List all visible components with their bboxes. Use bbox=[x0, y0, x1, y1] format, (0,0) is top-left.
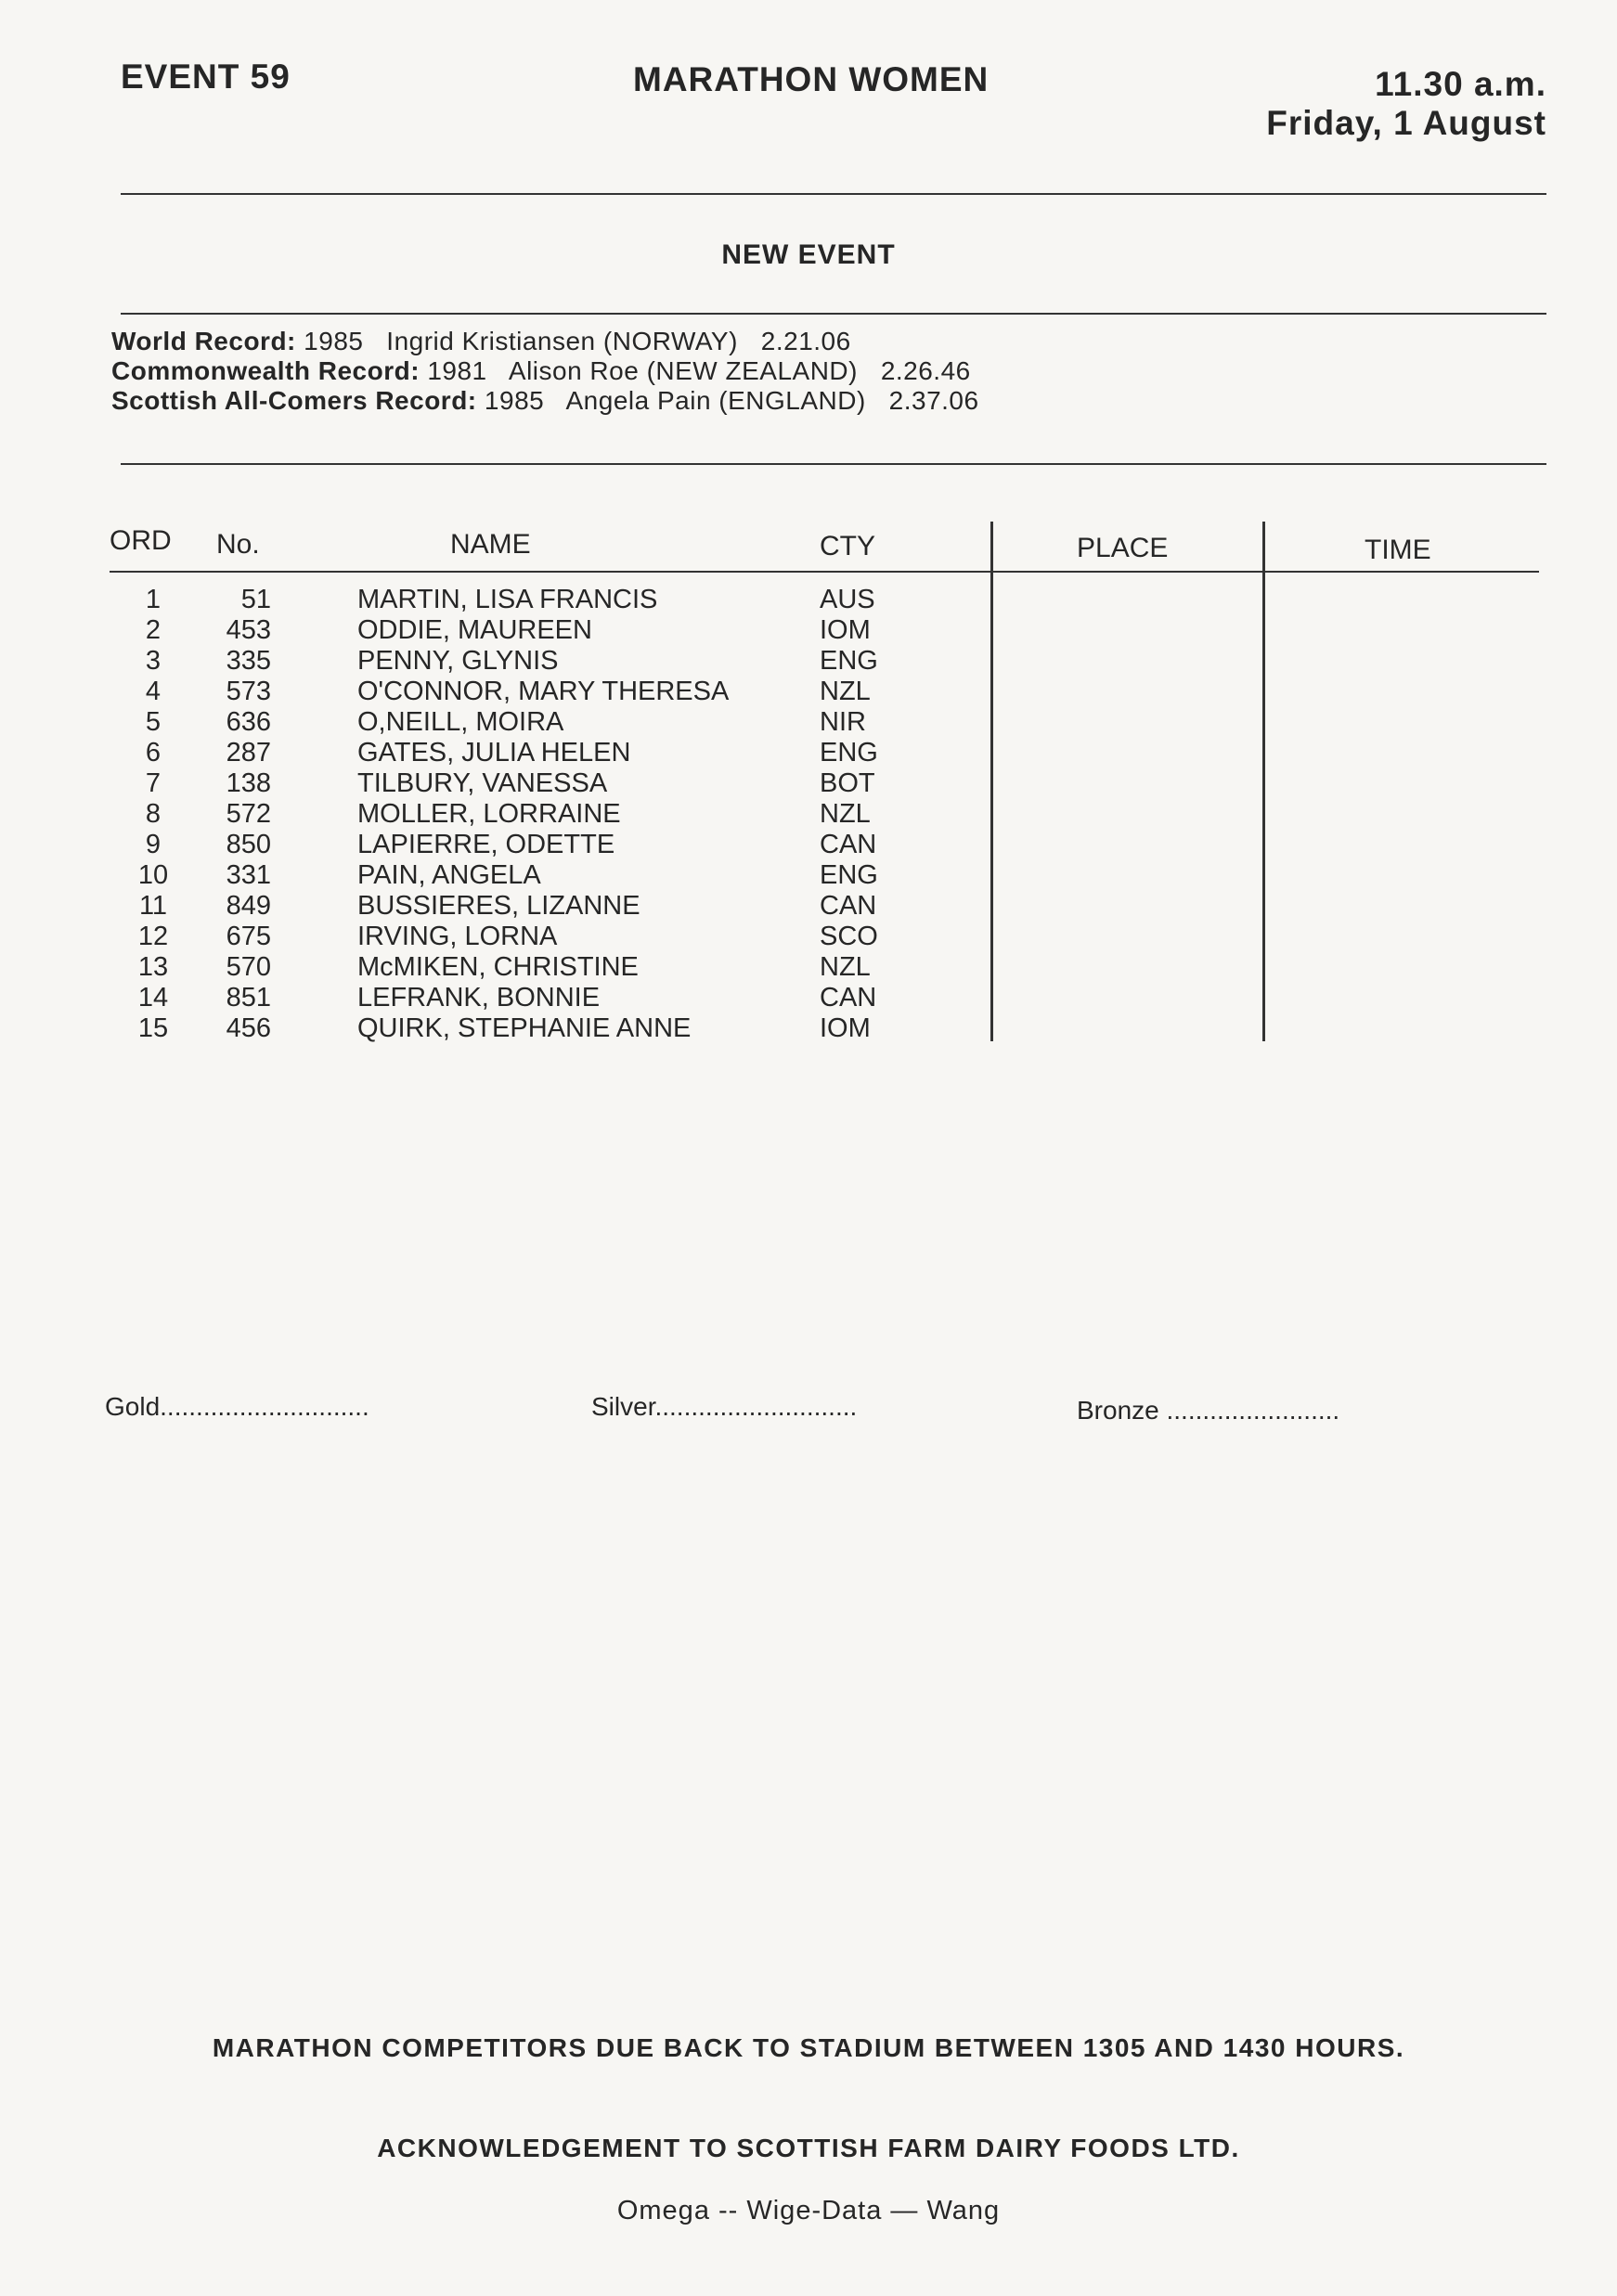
entry-name: LEFRANK, BONNIE bbox=[357, 983, 601, 1013]
silver-line: Silver............................ bbox=[591, 1392, 858, 1421]
table-row bbox=[0, 952, 1617, 983]
entry-name: GATES, JULIA HELEN bbox=[357, 738, 631, 767]
entry-ord: 6 bbox=[145, 738, 162, 767]
entry-ord: 7 bbox=[145, 768, 162, 798]
event-date: Friday, 1 August bbox=[1266, 104, 1546, 142]
header-rule bbox=[121, 193, 1546, 195]
table-row bbox=[0, 615, 1617, 646]
table-row bbox=[0, 1013, 1617, 1044]
entry-name: MOLLER, LORRAINE bbox=[357, 799, 621, 829]
entry-number: 456 bbox=[226, 1013, 271, 1043]
entry-country: ENG bbox=[820, 738, 878, 767]
entry-ord: 13 bbox=[137, 952, 169, 982]
entry-ord: 8 bbox=[145, 799, 162, 829]
entry-number: 675 bbox=[226, 922, 271, 951]
record-label: Scottish All-Comers Record: bbox=[111, 386, 477, 415]
return-notice: MARATHON COMPETITORS DUE BACK TO STADIUM BETWEEN 1305 AND 1430 HOURS. bbox=[212, 2033, 1405, 2062]
entry-number: 850 bbox=[226, 830, 271, 859]
table-row bbox=[0, 768, 1617, 799]
entry-number: 331 bbox=[226, 860, 271, 890]
entry-country: ENG bbox=[820, 860, 878, 890]
entry-ord: 3 bbox=[145, 646, 162, 676]
entry-country: AUS bbox=[820, 585, 875, 614]
event-number: EVENT 59 bbox=[121, 58, 291, 96]
commonwealth-record bbox=[111, 356, 971, 386]
table-row bbox=[0, 860, 1617, 891]
entry-ord: 11 bbox=[138, 891, 168, 921]
event-title: MARATHON WOMEN bbox=[633, 60, 990, 98]
entry-name: PAIN, ANGELA bbox=[357, 860, 541, 890]
world-record bbox=[111, 327, 851, 356]
entry-name: BUSSIERES, LIZANNE bbox=[357, 891, 640, 921]
entry-number: 573 bbox=[226, 677, 271, 706]
table-row bbox=[0, 983, 1617, 1013]
record-value: 1985 Ingrid Kristiansen (NORWAY) 2.21.06 bbox=[304, 327, 851, 355]
entry-name: ODDIE, MAUREEN bbox=[357, 615, 592, 645]
table-row bbox=[0, 585, 1617, 615]
entry-country: CAN bbox=[820, 830, 877, 859]
records-rule bbox=[121, 463, 1546, 465]
sponsors: Omega -- Wige-Data — Wang bbox=[616, 2196, 1001, 2225]
entry-ord: 2 bbox=[145, 615, 162, 645]
table-row bbox=[0, 738, 1617, 768]
entry-country: NIR bbox=[820, 707, 866, 737]
bronze-line: Bronze ........................ bbox=[1077, 1396, 1340, 1425]
entry-country: NZL bbox=[820, 952, 871, 982]
table-row bbox=[0, 646, 1617, 677]
table-row bbox=[0, 922, 1617, 952]
record-label: World Record: bbox=[111, 327, 296, 355]
col-place-header: PLACE bbox=[1077, 533, 1169, 563]
entry-number: 138 bbox=[226, 768, 271, 798]
entry-name: MARTIN, LISA FRANCIS bbox=[357, 585, 658, 614]
entry-country: CAN bbox=[820, 983, 877, 1013]
col-no-header: No. bbox=[216, 529, 260, 560]
entry-ord: 5 bbox=[145, 707, 162, 737]
event-time: 11.30 a.m. bbox=[1375, 65, 1546, 103]
entry-country: SCO bbox=[820, 922, 878, 951]
entry-country: CAN bbox=[820, 891, 877, 921]
scottish-record bbox=[111, 386, 979, 416]
entry-country: IOM bbox=[820, 615, 871, 645]
entry-number: 453 bbox=[226, 615, 271, 645]
gold-line: Gold............................. bbox=[105, 1392, 369, 1421]
entry-ord: 1 bbox=[145, 585, 162, 614]
table-row bbox=[0, 830, 1617, 860]
col-cty-header: CTY bbox=[820, 531, 875, 561]
entry-country: NZL bbox=[820, 799, 871, 829]
record-value: 1985 Angela Pain (ENGLAND) 2.37.06 bbox=[484, 386, 979, 415]
table-header-rule bbox=[110, 571, 1539, 573]
entry-name: IRVING, LORNA bbox=[357, 922, 558, 951]
table-row bbox=[0, 799, 1617, 830]
entry-number: 570 bbox=[226, 952, 271, 982]
entry-number: 335 bbox=[226, 646, 271, 676]
entry-country: BOT bbox=[820, 768, 875, 798]
record-value: 1981 Alison Roe (NEW ZEALAND) 2.26.46 bbox=[427, 356, 971, 385]
entry-name: PENNY, GLYNIS bbox=[357, 646, 559, 676]
table-row bbox=[0, 707, 1617, 738]
event-subtitle: NEW EVENT bbox=[721, 239, 896, 270]
table-row bbox=[0, 891, 1617, 922]
entry-country: ENG bbox=[820, 646, 878, 676]
entry-name: LAPIERRE, ODETTE bbox=[357, 830, 615, 859]
entry-ord: 15 bbox=[137, 1013, 169, 1043]
entry-name: O,NEILL, MOIRA bbox=[357, 707, 564, 737]
entry-name: O'CONNOR, MARY THERESA bbox=[357, 677, 730, 706]
acknowledgement: ACKNOWLEDGEMENT TO SCOTTISH FARM DAIRY FOODS LTD. bbox=[377, 2134, 1240, 2162]
entry-number: 849 bbox=[226, 891, 271, 921]
record-label: Commonwealth Record: bbox=[111, 356, 420, 385]
entry-number: 636 bbox=[226, 707, 271, 737]
entry-name: McMIKEN, CHRISTINE bbox=[357, 952, 639, 982]
entry-name: TILBURY, VANESSA bbox=[357, 768, 608, 798]
entry-number: 572 bbox=[226, 799, 271, 829]
entry-country: NZL bbox=[820, 677, 871, 706]
subtitle-rule bbox=[121, 313, 1546, 315]
col-time-header: TIME bbox=[1365, 535, 1431, 565]
entry-ord: 14 bbox=[137, 983, 169, 1013]
entry-ord: 12 bbox=[137, 922, 169, 951]
entry-country: IOM bbox=[820, 1013, 871, 1043]
entry-name: QUIRK, STEPHANIE ANNE bbox=[357, 1013, 692, 1043]
col-ord-header: ORD bbox=[110, 525, 172, 556]
entry-ord: 4 bbox=[145, 677, 162, 706]
entry-ord: 9 bbox=[145, 830, 162, 859]
entry-number: 287 bbox=[226, 738, 271, 767]
entry-ord: 10 bbox=[137, 860, 169, 890]
entry-number: 851 bbox=[226, 983, 271, 1013]
entry-number: 51 bbox=[240, 585, 271, 614]
table-row bbox=[0, 677, 1617, 707]
col-name-header: NAME bbox=[450, 529, 531, 560]
